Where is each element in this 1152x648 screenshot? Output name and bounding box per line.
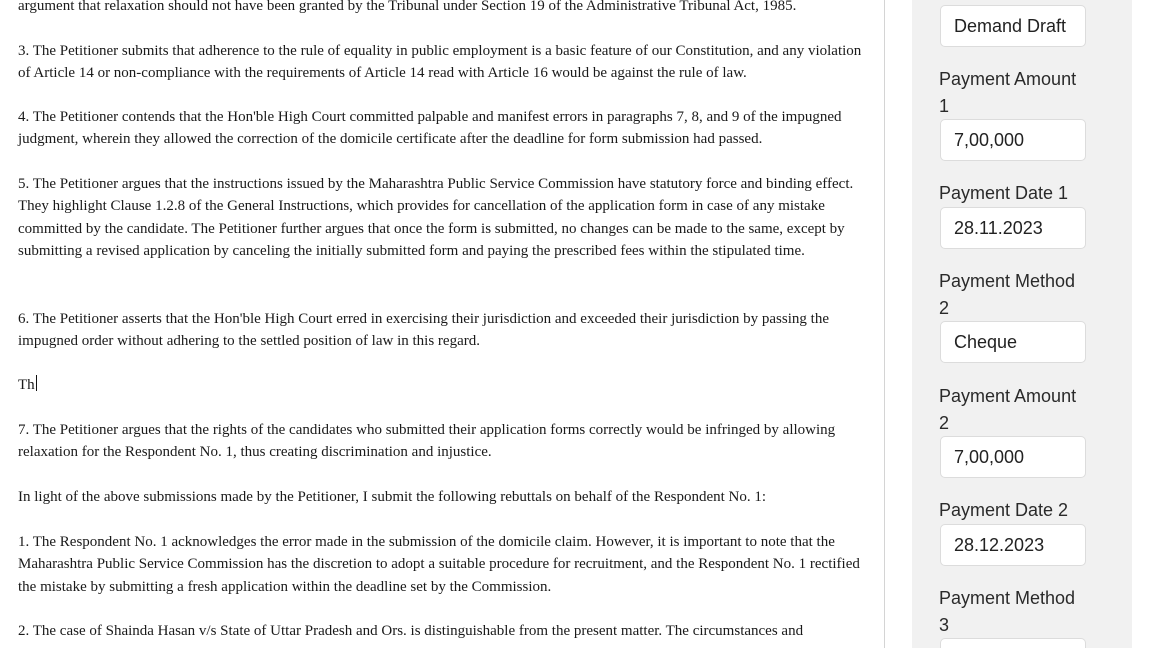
document-paragraph: argument that relaxation should not have been granted by the Tribunal under Section 19 of the Administrative Tribunal Act, 1985. <box>18 0 797 14</box>
document-paragraph: 1. The Respondent No. 1 acknowledges the error made in the submission of the domicile claim. However, it is important to note that the Maharashtra Public Service Commission has the discretion to adopt a suitable procedure for recruitment, and the Respondent No. 1 rectified the mistake by submitting a fresh application within the deadline set by the Commission. <box>18 534 864 595</box>
document-paragraph: In light of the above submissions made by the Petitioner, I submit the following rebuttals on behalf of the Respondent No. 1: <box>18 489 767 505</box>
document-paragraph: 7. The Petitioner argues that the rights of the candidates who submitted their application forms correctly would be infringed by allowing relaxation for the Respondent No. 1, thus creating discrimination and injustice. <box>18 422 839 461</box>
payment-method-2-input[interactable] <box>940 321 1086 363</box>
payment-date-2-label: Payment Date 2 <box>939 500 1069 520</box>
window-edge <box>1132 0 1152 648</box>
payment-method-3-input[interactable] <box>940 638 1086 648</box>
payment-amount-2-label: Payment Amount 2 <box>939 386 1077 433</box>
payment-method-1-input[interactable] <box>940 5 1086 47</box>
document-paragraph: 2. The case of Shainda Hasan v/s State of Uttar Pradesh and Ors. is distinguishable from the present matter. The circumstances and <box>18 623 804 639</box>
payment-date-2-input[interactable] <box>940 524 1086 566</box>
payment-amount-1-input[interactable] <box>940 119 1086 161</box>
document-paragraph: 6. The Petitioner asserts that the Hon'ble High Court erred in exercising their jurisdiction and exceeded their jurisdiction by passing the impugned order without adhering to the settled position of law in this regard. <box>18 311 833 350</box>
payment-amount-1-label: Payment Amount 1 <box>939 69 1077 116</box>
pane-gutter <box>885 0 912 648</box>
payment-date-1-input[interactable] <box>940 207 1086 249</box>
payment-date-1-label: Payment Date 1 <box>939 183 1069 203</box>
typed-text: Th <box>18 377 35 393</box>
payment-amount-2-input[interactable] <box>940 436 1086 478</box>
document-paragraph: 4. The Petitioner contends that the Hon'ble High Court committed palpable and manifest errors in paragraphs 7, 8, and 9 of the impugned judgment, wherein they allowed the correction of the domicile certificate after the deadline for form submission had passed. <box>18 109 846 148</box>
document-paragraph: 3. The Petitioner submits that adherence to the rule of equality in public employment is a basic feature of our Constitution, and any violation of Article 14 or non-compliance with the requirements of Article 14 read with Article 16 would be against the rule of law. <box>18 43 866 82</box>
text-cursor <box>36 375 37 391</box>
payment-method-2-label: Payment Method 2 <box>939 271 1076 318</box>
payment-method-3-label: Payment Method 3 <box>939 588 1076 635</box>
document-paragraph: 5. The Petitioner argues that the instructions issued by the Maharashtra Public Service Commission have statutory force and binding effect. They highlight Clause 1.2.8 of the General Instructions, which provides for cancellation of the application form in case of any mistake committed by the candidate. The Petitioner further argues that once the form is submitted, no changes can be made to the same, except by submitting a revised application by canceling the initially submitted form and paying the prescribed fees within the stipulated time. <box>18 176 857 259</box>
document-paragraph-editing[interactable] <box>18 374 874 396</box>
